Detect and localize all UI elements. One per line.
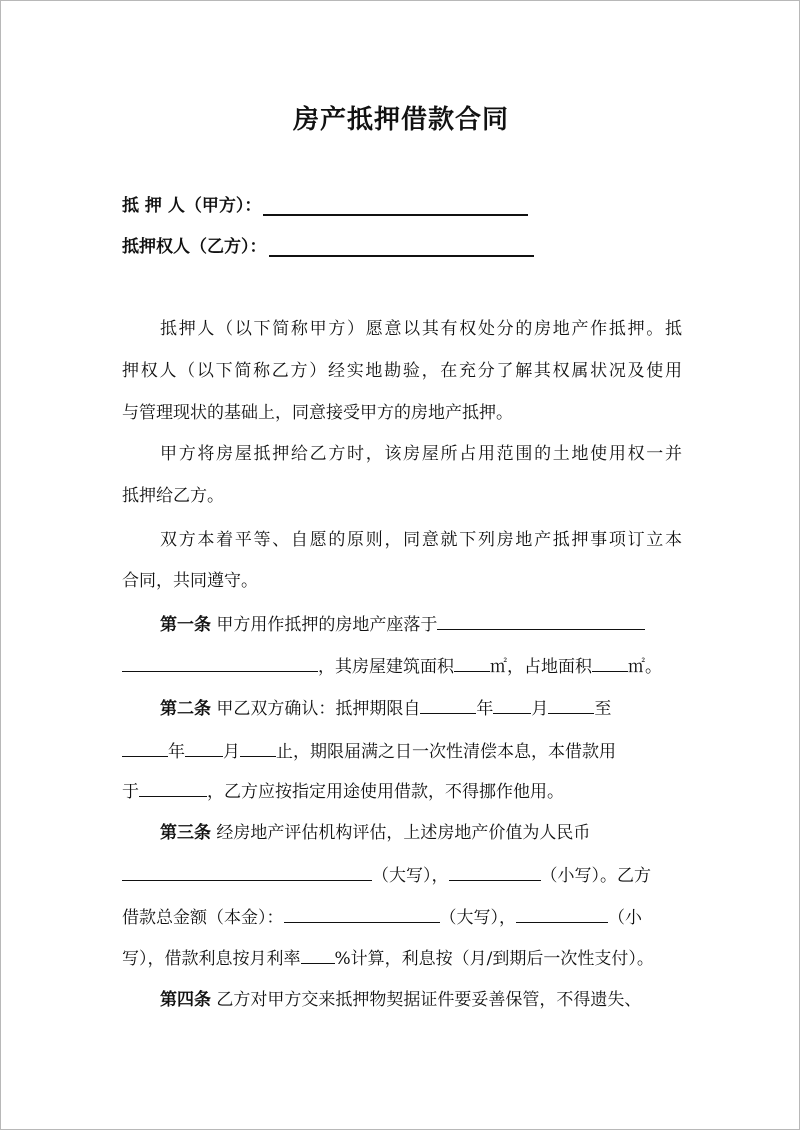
article-4-heading: 第四条: [160, 990, 211, 1010]
to-label: 至: [594, 699, 612, 719]
article-3-line-4: [122, 945, 682, 971]
principal-lowercase-blank[interactable]: [516, 904, 608, 923]
uppercase-label-2: （大写），: [439, 908, 516, 928]
intro-line-3: 与管理现状的基础上，同意接受甲方的房地产抵押。: [122, 403, 513, 423]
lowercase-label-2: （小: [608, 908, 642, 928]
loan-purpose-blank[interactable]: [139, 778, 207, 797]
article-3-heading: 第三条: [160, 823, 211, 843]
article-3-text-1: 经房地产评估机构评估，上述房地产价值为人民币: [216, 823, 591, 843]
party-a-blank[interactable]: [263, 196, 528, 216]
party-a-row: [122, 191, 528, 216]
lowercase-label: （小写）。乙方: [540, 866, 651, 886]
valuation-lowercase-blank[interactable]: [449, 862, 541, 881]
article-4-text-1: 乙方对甲方交来抵押物契据证件要妥善保管，不得遗失、: [216, 990, 642, 1010]
para2-line-2: 抵押给乙方。: [122, 486, 224, 506]
property-location-blank-2[interactable]: [122, 653, 318, 672]
start-day-blank[interactable]: [548, 695, 594, 714]
article-2-text-1: 甲乙双方确认：抵押期限自: [216, 699, 421, 719]
valuation-uppercase-blank[interactable]: [122, 862, 372, 881]
article-1-text-1: 甲方用作抵押的房地产座落于: [216, 615, 438, 635]
start-year-blank[interactable]: [420, 695, 476, 714]
article-3-line-2: [122, 862, 682, 888]
article-2-line-2: [122, 738, 682, 764]
party-b-blank[interactable]: [269, 237, 534, 257]
article-2-heading: 第二条: [160, 699, 211, 719]
party-a-label: 抵 押 人（甲方）：: [122, 196, 262, 216]
start-month-blank[interactable]: [493, 695, 531, 714]
uppercase-label: （大写），: [372, 866, 449, 886]
property-location-blank[interactable]: [437, 611, 645, 630]
article-3-line-3: [122, 904, 682, 930]
year-label: 年: [476, 699, 494, 719]
page-title: 房产抵押借款合同: [292, 105, 509, 135]
article-3-line-1: [122, 821, 682, 845]
article-3-text-4: %计算，利息按（月/到期后一次性支付）。: [334, 949, 654, 969]
party-b-row: [122, 232, 534, 257]
article-4-line-1: [122, 988, 682, 1012]
para3-line-1: 双方本着平等、自愿的原则，同意就下列房地产抵押事项订立本: [160, 530, 682, 550]
end-day-blank[interactable]: [240, 738, 276, 757]
article-2-text-3: 于: [122, 782, 139, 802]
month-label: 月: [531, 699, 549, 719]
article-1-text-3: ㎡，占地面积: [490, 657, 592, 677]
end-month-blank[interactable]: [185, 738, 223, 757]
article-1-heading: 第一条: [160, 615, 211, 635]
article-1-line-2: [122, 653, 682, 679]
para2-line-1: 甲方将房屋抵押给乙方时，该房屋所占用范围的土地使用权一并: [160, 444, 682, 464]
article-2-text-2: 止，期限届满之日一次性清偿本息，本借款用: [276, 742, 616, 762]
para3-line-2: 合同，共同遵守。: [122, 571, 258, 591]
article-1-line-1: [122, 611, 682, 637]
article-3-text-2: 借款总金额（本金）：: [122, 908, 284, 928]
article-1-text-2: ，其房屋建筑面积: [318, 657, 454, 677]
party-b-label: 抵押权人（乙方）：: [122, 237, 267, 257]
building-area-blank[interactable]: [454, 653, 490, 672]
land-area-blank[interactable]: [592, 653, 628, 672]
intro-line-1: 抵押人（以下简称甲方）愿意以其有权处分的房地产作抵押。抵: [160, 319, 682, 339]
year-label-2: 年: [168, 742, 185, 762]
article-1-text-4: ㎡。: [628, 657, 662, 677]
month-label-2: 月: [223, 742, 240, 762]
article-2-text-4: ，乙方应按指定用途使用借款，不得挪作他用。: [207, 782, 564, 802]
article-2-line-3: [122, 778, 682, 804]
intro-line-2: 押权人（以下简称乙方）经实地勘验，在充分了解其权属状况及使用: [122, 361, 682, 381]
end-year-blank[interactable]: [122, 738, 168, 757]
principal-uppercase-blank[interactable]: [284, 904, 440, 923]
article-3-text-3: 写），借款利息按月利率: [122, 949, 301, 969]
article-2-line-1: [122, 695, 682, 721]
monthly-rate-blank[interactable]: [301, 945, 335, 964]
